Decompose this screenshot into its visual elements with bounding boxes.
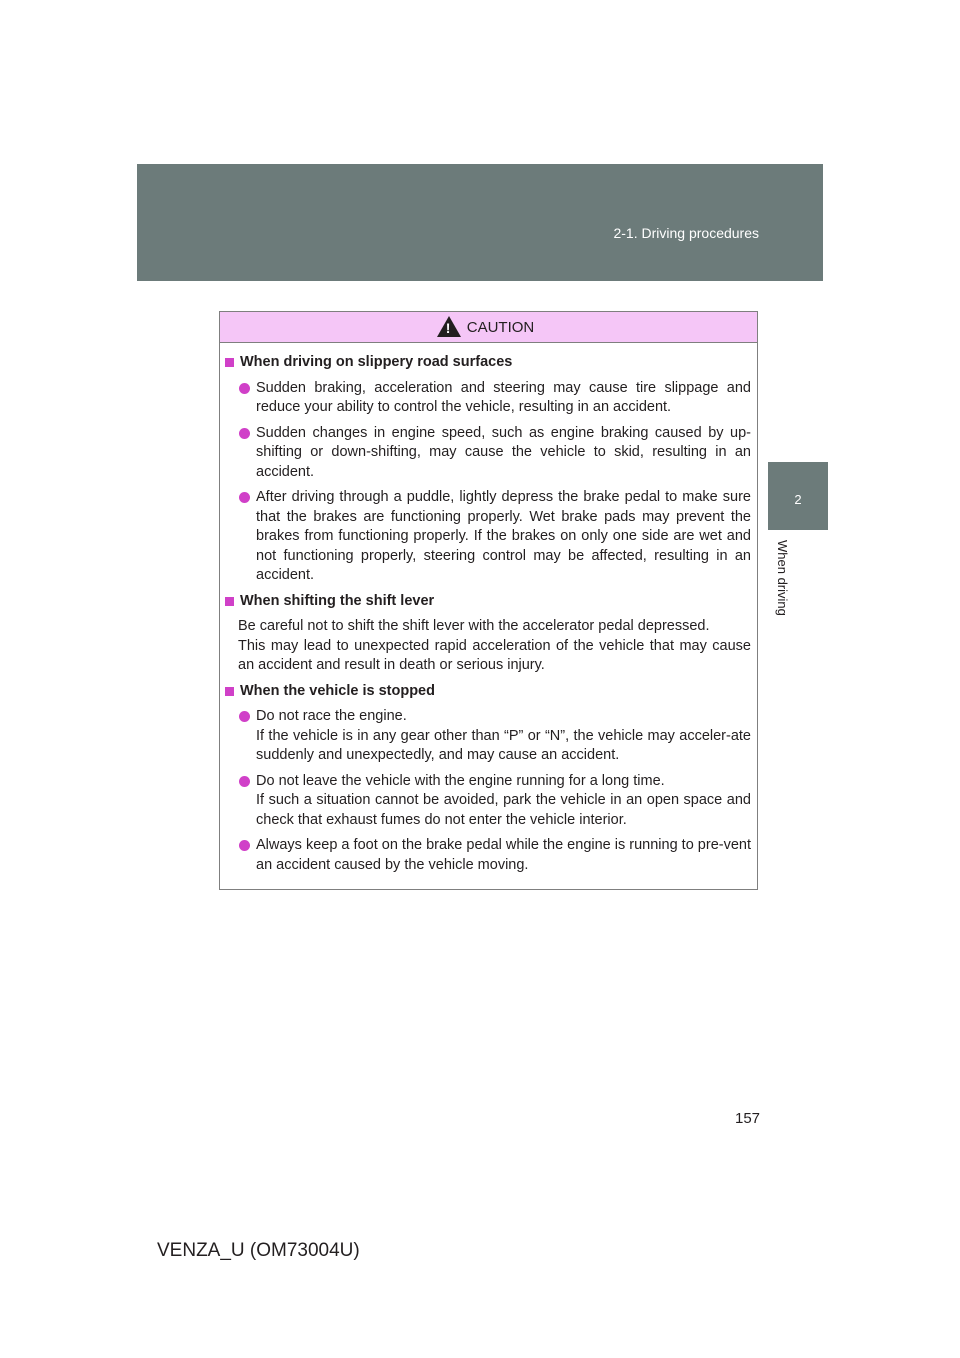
header-band <box>137 164 823 281</box>
chapter-number: 2 <box>794 492 802 507</box>
round-bullet-icon <box>239 492 250 503</box>
list-item: Sudden braking, acceleration and steering may cause tire slippage and reduce your ability to control the vehicle, resulting in an accident. <box>238 379 751 418</box>
round-bullet-icon <box>239 428 250 439</box>
list-item: Do not leave the vehicle with the engine running for a long time. If such a situation cannot be avoided, park the vehicle in an open space and check that exhaust fumes do not enter the vehicle interior. <box>238 772 751 831</box>
round-bullet-icon <box>239 776 250 787</box>
chapter-tab <box>768 462 828 530</box>
paragraph: Be careful not to shift the shift lever with the accelerator pedal depressed. This may lead to unexpected rapid acceleration of the vehicle that may cause an accident and result in death or serious injury. <box>238 618 751 673</box>
caution-header <box>220 312 757 343</box>
footer-code: VENZA_U (OM73004U) <box>157 1240 360 1261</box>
round-bullet-icon <box>239 711 250 722</box>
square-bullet-icon <box>225 687 234 696</box>
caution-body <box>220 343 757 875</box>
list-item: Do not race the engine. If the vehicle is in any gear other than “P” or “N”, the vehicle may acceler-ate suddenly and unexpectedly, and may cause an accident. <box>238 707 751 766</box>
round-bullet-icon <box>239 383 250 394</box>
square-bullet-icon <box>225 358 234 367</box>
list-item: After driving through a puddle, lightly depress the brake pedal to make sure that the brakes are functioning properly. Wet brake pads may prevent the brakes from functioning properly. If the brakes on only one side are wet and not functioning properly, steering control may be affected, resulting in an accident. <box>238 488 751 586</box>
round-bullet-icon <box>239 840 250 851</box>
section-heading: When the vehicle is stopped <box>224 682 751 702</box>
section-heading: When driving on slippery road surfaces <box>224 353 751 373</box>
chapter-label: When driving <box>775 540 790 616</box>
square-bullet-icon <box>225 597 234 606</box>
list-item: Sudden changes in engine speed, such as engine braking caused by up-shifting or down-shifting, may cause the vehicle to skid, resulting in an accident. <box>238 424 751 483</box>
section-heading: When shifting the shift lever <box>224 592 751 612</box>
list-item: Always keep a foot on the brake pedal while the engine is running to pre-vent an accident caused by the vehicle moving. <box>238 836 751 875</box>
caution-title: CAUTION <box>466 318 535 336</box>
caution-box <box>219 311 758 890</box>
page-number: 157 <box>735 1110 761 1127</box>
section-title: 2-1. Driving procedures <box>613 225 759 241</box>
warning-triangle-icon <box>437 316 461 337</box>
